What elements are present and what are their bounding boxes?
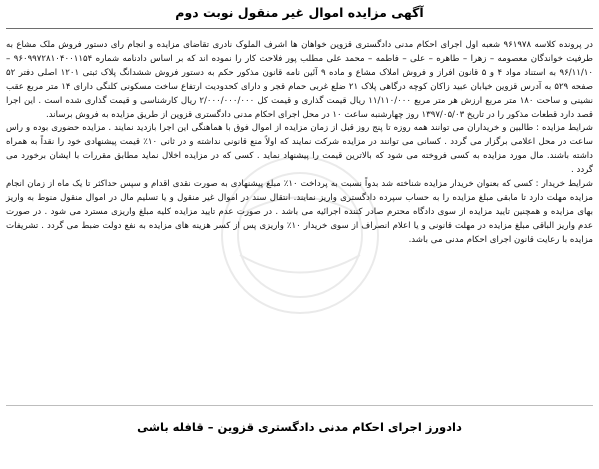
case-paragraph: در پرونده کلاسه ۹۶۱۹۷۸ شعبه اول اجرای احکام مدنی دادگستری قزوین خواهان ها اشرف الملوک نادری تقاضای مزایده و انجام رای دستور فروش ملک مشاع به طرفیت خواندگان معصومه – زهرا – طاهره – علی – فاطمه – محمد علی مطلب پور فلاحت کار را نموده اند که بر اساس دادنامه شماره ۹۶۰۹۹۷۲۸۱۰۴۰۰۱۱۵۴ – ۹۶/۱۱/۱۰ به استناد مواد ۴ و ۵ قانون افراز و فروش املاک مشاع و ماده ۹ آئین نامه قانون مذکور حکم به دستور فروش ششدانگ پلاک ثبتی ۱۲۰۱ اصلی دفتر ۵۲ صفحه ۵۲۹ به آدرس قزوین خیابان عبید زاکان کوچه درگاهی پلاک ۲۱ ضلع غربی حمام قجر و دارای کحدودیت ارتفاع ساخت مسکونی کلنگی دارای ۱۴ متر مربع عقب نشینی و ساحت ۱۸۰ متر مربع ارزش هر متر مربع ۱۱/۱۱۰/۰۰۰ ریال قیمت گذاری و قیمت کل ۲/۰۰۰/۰۰۰/۰۰۰ ریال کارشناسی و قیمت گذاری شده است . این اجرا قصد دارد قطعات مذکور را در تاریخ ۱۳۹۷/۰۵/۰۳ روز چهارشنبه ساعت ۱۰ در محل اجرای احکام مدنی دادگستری قزوین از طریق مزایده به فروش برساند. xyxy=(6,40,594,120)
title-divider xyxy=(6,28,593,29)
notice-title: آگهی مزایده اموال غیر منقول نوبت دوم xyxy=(175,5,424,20)
auction-conditions-paragraph: شرایط مزایده : طالبین و خریداران می توانند همه روزه تا پنج روز قبل از زمان مزایده از اموال فوق با هماهنگی این اجرا بازدید نمایند . مزایده حضوری بوده و راس ساعت در محل اعلامی برگزار می گردد . کسانی می توانند در مزایده شرکت نمایند که اولاً منع قانونی نداشته و در ثانی ۱۰٪ قیمت پیشنهادی خود را نقداً به همراه داشته باشند. مال مورد مزایده به کسی فروخته می شود که بالاترین قیمت را پیشنهاد نماید . کسی که در مزایده اخلال نماید مطابق مقررات با ایشان برخورد می گردد . xyxy=(6,123,594,176)
notice-body xyxy=(4,39,595,248)
footer-divider xyxy=(6,405,593,406)
notice-signature: دادورز اجرای احکام مدنی دادگستری قزوین – قافله باشی xyxy=(137,420,462,434)
buyer-conditions-paragraph: شرایط خریدار : کسی که بعنوان خریدار مزایده شناخته شد بدواً نسبت به پرداخت ۱۰٪ مبلغ پیشنهادی به صورت نقدی اقدام و سپس حداکثر تا یک ماه از زمان انجام مزایده مهلت دارد تا مابقی مبلغ مزایده را به حساب سپرده دادگستری واریز نمایند. انتقال سند در اموال غیر منقول و یا تسلیم مال در اموال منقول منوط به واریز بهای مزایده و همچنین تایید مزایده از سوی دادگاه محترم صادر کننده اجرائیه می باشد . در صورت عدم تایید مزایده کلیه مبلغ واریزی مسترد می شود . در صورت عدم واریز الباقی مبلغ مزایده در مهلت قانونی و یا اعلام انصراف از سوی خریدار ۱۰٪ واریزی پس از کسر هزینه های مزایده به نفع دولت ضبط می گردد . تشریفات مزایده با رعایت قانون اجرای احکام مدنی می باشد. xyxy=(6,179,593,245)
